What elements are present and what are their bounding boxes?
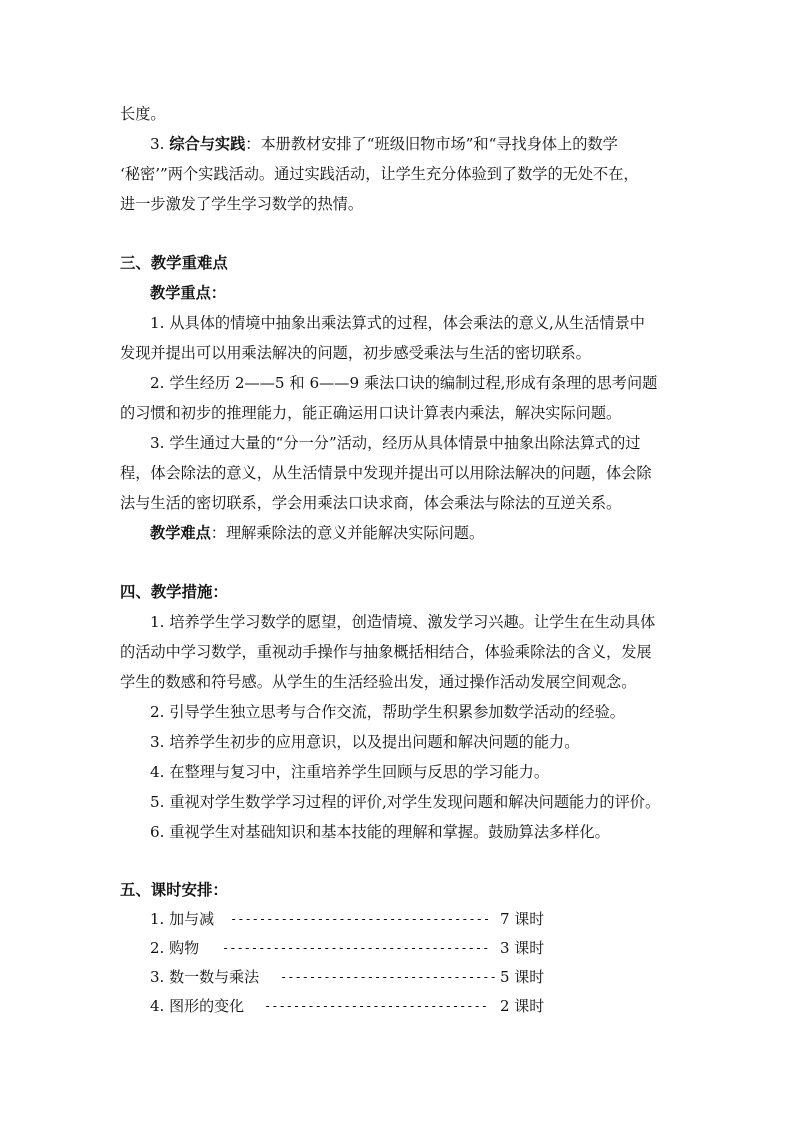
- section-heading-5: 五、课时安排：: [120, 881, 228, 899]
- schedule-leader: -------------------------------------: [222, 941, 490, 955]
- schedule-hours: 7 课时: [500, 910, 545, 928]
- measure-item-1-line-2: 的活动中学习数学，重视动手操作与抽象概括相结合，体验乘除法的含义，发展: [120, 643, 652, 661]
- intro-item-3: [150, 134, 618, 154]
- focus-item-1-line-1: 1. 从具体的情境中抽象出乘法算式的过程，体会乘法的意义,从生活情景中: [150, 314, 645, 332]
- focus-item-3-line-3: 法与生活的密切联系，学会用乘法口诀求商，体会乘法与除法的互逆关系。: [120, 494, 622, 512]
- difficulty-line: [150, 523, 484, 543]
- focus-item-2-line-2: 的习惯和初步的推理能力，能正确运用口诀计算表内乘法，解决实际问题。: [120, 404, 622, 422]
- section-heading-4: 四、教学措施：: [120, 583, 228, 601]
- schedule-row: [150, 967, 570, 987]
- measure-item-6: 6. 重视学生对基础知识和基本技能的理解和掌握。鼓励算法多样化。: [150, 823, 610, 841]
- schedule-label: 4. 图形的变化: [150, 997, 245, 1015]
- focus-item-2-line-1: 2. 学生经历 2——5 和 6——9 乘法口诀的编制过程,形成有条理的思考问题: [150, 374, 658, 392]
- measure-item-4: 4. 在整理与复习中，注重培养学生回顾与反思的学习能力。: [150, 763, 550, 781]
- schedule-hours: 3 课时: [500, 939, 545, 957]
- schedule-label: 1. 加与减: [150, 910, 215, 928]
- schedule-row: [150, 996, 570, 1016]
- difficulty-label: 教学难点: [150, 524, 211, 542]
- focus-item-1-line-2: 发现并提出可以用乘法解决的问题，初步感受乘法与生活的密切联系。: [120, 344, 591, 362]
- schedule-hours: 2 课时: [500, 997, 545, 1015]
- item-number: 3.: [150, 135, 170, 153]
- schedule-label: 2. 购物: [150, 939, 200, 957]
- intro-line-1: 长度。: [120, 105, 166, 123]
- schedule-row: [150, 909, 570, 929]
- difficulty-text: ：理解乘除法的意义并能解决实际问题。: [210, 524, 485, 542]
- schedule-leader: -------------------------------: [264, 999, 488, 1013]
- schedule-label: 3. 数一数与乘法: [150, 968, 260, 986]
- practice-text: ：本册教材安排了“班级旧物市场”和“寻找身体上的数学: [245, 135, 618, 153]
- focus-item-3-line-1: 3. 学生通过大量的“分一分”活动，经历从具体情景中抽象出除法算式的过: [150, 434, 641, 452]
- section-heading-3: 三、教学重难点: [120, 254, 228, 272]
- measure-item-2: 2. 引导学生独立思考与合作交流，帮助学生积累参加数学活动的经验。: [150, 703, 625, 721]
- measure-item-5: 5. 重视对学生数学学习过程的评价,对学生发现问题和解决问题能力的评价。: [150, 793, 661, 811]
- practice-label: 综合与实践: [169, 135, 246, 153]
- schedule-leader: ------------------------------------: [230, 912, 491, 926]
- measure-item-1-line-1: 1. 培养学生学习数学的愿望，创造情境、激发学习兴趣。让学生在生动具体: [150, 613, 656, 631]
- intro-item-3-line-3: 进一步激发了学生学习数学的热情。: [120, 195, 363, 213]
- intro-item-3-line-2: ‘秘密’”两个实践活动。通过实践活动，让学生充分体验到了数学的无处不在，: [120, 165, 639, 183]
- measure-item-3: 3. 培养学生初步的应用意识，以及提出问题和解决问题的能力。: [150, 733, 580, 751]
- focus-item-3-line-2: 程，体会除法的意义，从生活情景中发现并提出可以用除法解决的问题，体会除: [120, 464, 652, 482]
- schedule-leader: ------------------------------: [280, 970, 497, 984]
- schedule-row: [150, 938, 570, 958]
- schedule-hours: 5 课时: [500, 968, 545, 986]
- measure-item-1-line-3: 学生的数感和符号感。从学生的生活经验出发，通过操作活动发展空间观念。: [120, 673, 637, 691]
- focus-label: 教学重点：: [150, 284, 226, 302]
